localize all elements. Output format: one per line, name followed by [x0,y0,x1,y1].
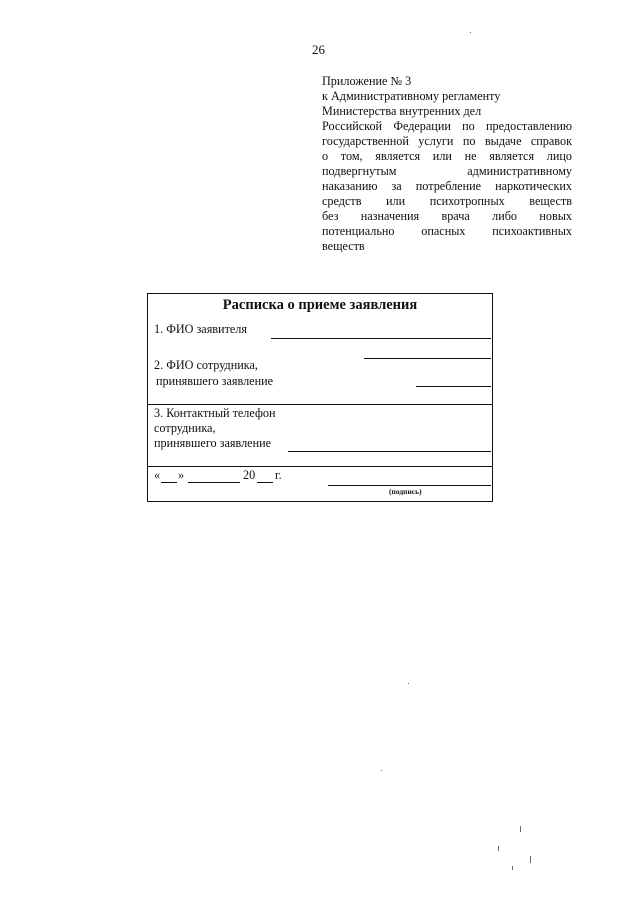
applicant-name-line[interactable] [271,338,491,339]
scan-speck [470,32,471,33]
date-month-line[interactable] [188,482,240,483]
scan-speck [381,770,382,771]
appendix-body-line-1: Российской Федерации по предоставлению [322,119,572,133]
section-divider-1 [148,404,492,405]
date-close-quote: » [178,468,185,482]
date-open-quote: « [154,468,161,482]
signature-caption: (подпись) [389,487,422,496]
employee-name-line-1[interactable] [364,358,491,359]
appendix-body-line-2: государственной услуги по выдаче справок [322,134,572,148]
scan-speck [512,866,513,870]
appendix-body-line-4: подвергнутым административному [322,164,572,178]
appendix-header [322,74,572,254]
date-day-line[interactable] [161,482,177,483]
appendix-line-2: к Административному регламенту [322,89,501,103]
appendix-body-line-6: средств или психотропных веществ [322,194,572,208]
receipt-form [147,293,493,502]
employee-name-label-2: принявшего заявление [156,374,274,388]
form-title: Расписка о приеме заявления [222,297,418,313]
scan-speck [530,856,531,863]
date-year-suffix: г. [275,468,282,482]
appendix-body-line-7: без назначения врача либо новых [322,209,572,223]
phone-label-2: сотрудника, [154,421,216,435]
applicant-name-label: 1. ФИО заявителя [154,322,247,336]
appendix-line-1: Приложение № 3 [322,74,412,88]
date-year-prefix: 20 [243,468,256,482]
date-year-line[interactable] [257,482,273,483]
employee-name-label-1: 2. ФИО сотрудника, [154,358,258,372]
appendix-body-line-9: веществ [322,239,365,253]
scan-speck [408,683,409,684]
appendix-body-line-8: потенциально опасных психоактивных [322,224,572,238]
employee-name-line-2[interactable] [416,386,491,387]
phone-line[interactable] [288,451,491,452]
appendix-body-line-3: о том, является или не является лицо [322,149,572,163]
scan-speck [520,826,521,832]
signature-line[interactable] [328,485,491,486]
page-number: 26 [312,42,325,57]
appendix-body-line-5: наказанию за потребление наркотических [322,179,572,193]
phone-label-1: 3. Контактный телефон [154,406,276,420]
phone-label-3: принявшего заявление [154,436,272,450]
appendix-line-3: Министерства внутренних дел [322,104,482,118]
scan-speck [498,846,499,851]
section-divider-2 [148,466,492,467]
